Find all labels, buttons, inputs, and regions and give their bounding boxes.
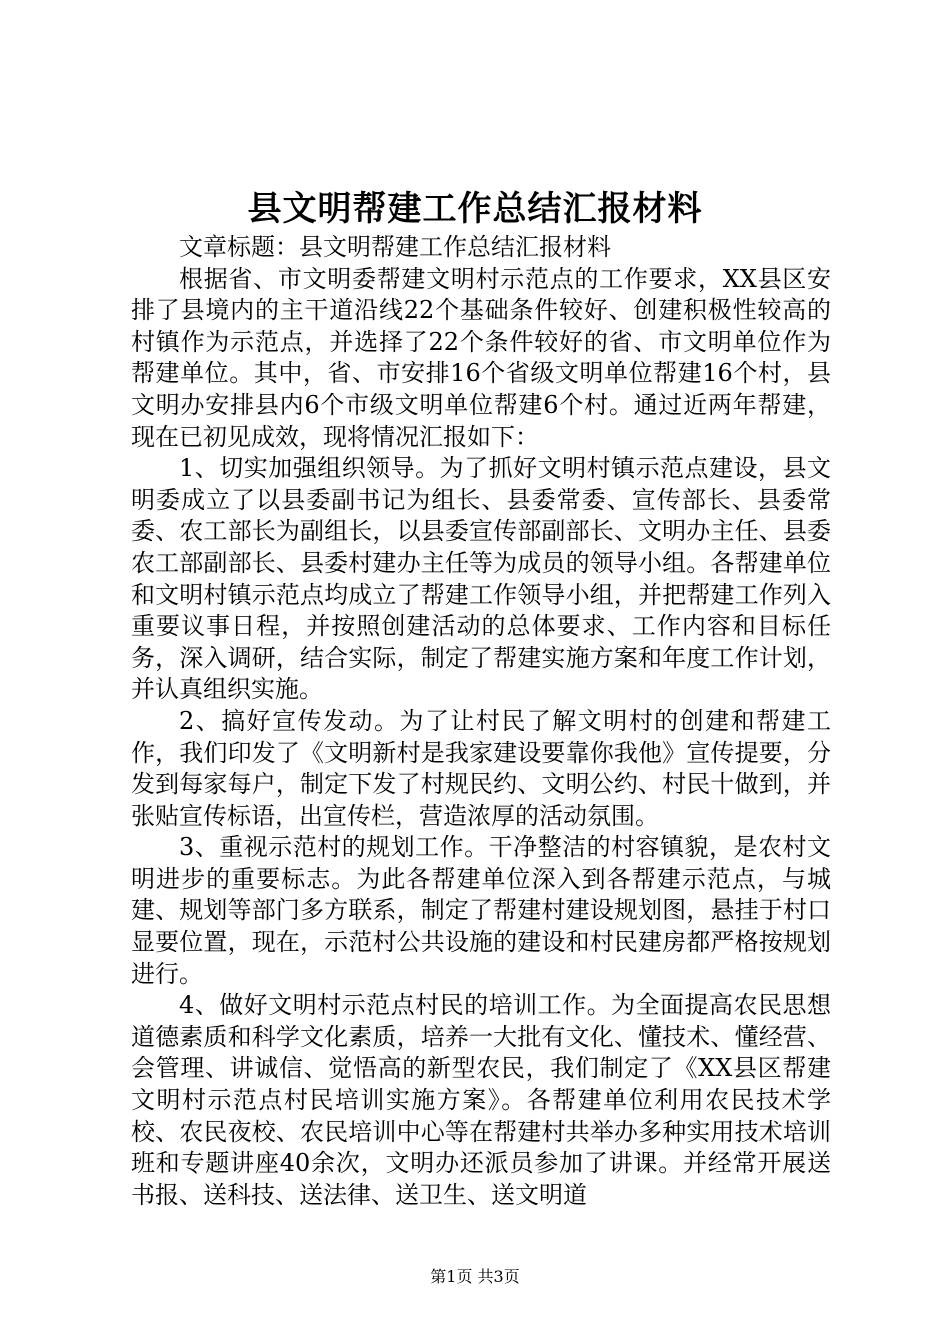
intro-paragraph: 根据省、市文明委帮建文明村示范点的工作要求，XX县区安排了县境内的主干道沿线22个基础条件较好、创建积极性较高的村镇作为示范点，并选择了22个条件较好的省、市文明单位作为帮建单位。其中，省、市安排16个省级文明单位帮建16个村，县文明办安排县内6个市级文明单位帮建6个村。通过近两年帮建，现在已初见成效，现将情况汇报如下：: [131, 264, 831, 451]
article-title-line: 文章标题：县文明帮建工作总结汇报材料: [179, 233, 611, 261]
section-2-paragraph: 2、搞好宣传发动。为了让村民了解文明村的创建和帮建工作，我们印发了《文明新村是我家建设要靠你我他》宣传提要，分发到每家每户，制定下发了村规民约、文明公约、村民十做到，并张贴宣传标语，出宣传栏，营造浓厚的活动氛围。: [131, 706, 831, 830]
section-1-paragraph: 1、切实加强组织领导。为了抓好文明村镇示范点建设，县文明委成立了以县委副书记为组长、县委常委、宣传部长、县委常委、农工部长为副组长，以县委宣传部副部长、文明办主任、县委农工部副部长、县委村建办主任等为成员的领导小组。各帮建单位和文明村镇示范点均成立了帮建工作领导小组，并把帮建工作列入重要议事日程，并按照创建活动的总体要求、工作内容和目标任务，深入调研，结合实际，制定了帮建实施方案和年度工作计划，并认真组织实施。: [131, 454, 831, 704]
page-number-footer: 第1页 共3页: [430, 1267, 520, 1286]
document-title: 县文明帮建工作总结汇报材料: [247, 189, 703, 229]
section-3-paragraph: 3、重视示范村的规划工作。干净整洁的村容镇貌，是农村文明进步的重要标志。为此各帮建单位深入到各帮建示范点，与城建、规划等部门多方联系，制定了帮建村建设规划图，悬挂于村口显要位置，现在，示范村公共设施的建设和村民建房都严格按规划进行。: [131, 833, 831, 988]
document-body: [131, 232, 831, 1211]
section-4-paragraph: 4、做好文明村示范点村民的培训工作。为全面提高农民思想道德素质和科学文化素质，培养一大批有文化、懂技术、懂经营、会管理、讲诚信、觉悟高的新型农民，我们制定了《XX县区帮建文明村示范点村民培训实施方案》。各帮建单位利用农民技术学校、农民夜校、农民培训中心等在帮建村共举办多种实用技术培训班和专题讲座40余次，文明办还派员参加了讲课。并经常开展送书报、送科技、送法律、送卫生、送文明道: [131, 991, 831, 1209]
